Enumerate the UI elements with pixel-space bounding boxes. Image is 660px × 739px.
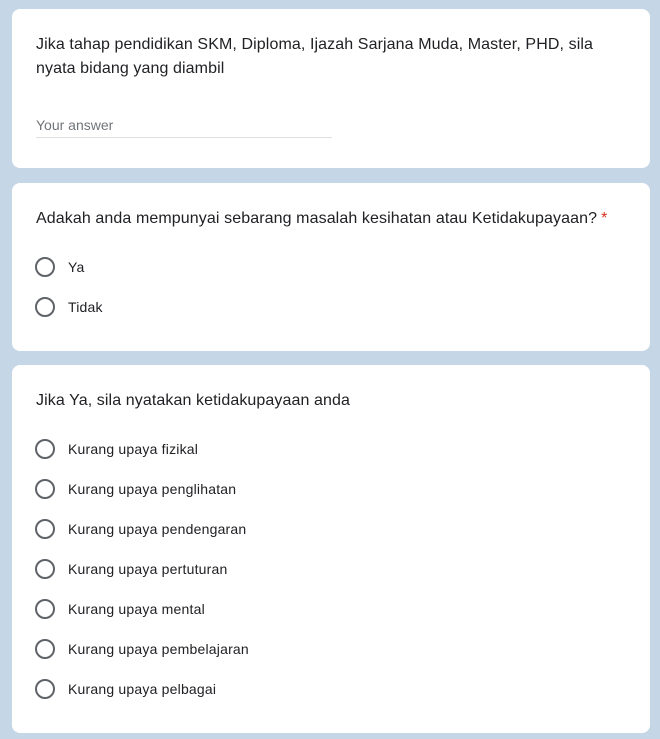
radio-button[interactable] [35, 679, 55, 699]
radio-option-tidak[interactable] [35, 295, 103, 319]
radio-option-label: Kurang upaya penglihatan [68, 481, 237, 497]
radio-option-label: Kurang upaya pendengaran [68, 521, 247, 537]
radio-button[interactable] [35, 479, 55, 499]
radio-option-label: Kurang upaya pertuturan [68, 561, 228, 577]
radio-button[interactable] [35, 439, 55, 459]
question-title: Jika Ya, sila nyatakan ketidakupayaan anda [36, 392, 351, 409]
question-card-disability-type [12, 365, 650, 733]
answer-input[interactable] [36, 113, 332, 138]
radio-option-pelbagai[interactable] [35, 677, 216, 701]
radio-option-label: Kurang upaya mental [68, 601, 205, 617]
radio-button[interactable] [35, 639, 55, 659]
question-title-text: Adakah anda mempunyai sebarang masalah kesihatan atau Ketidakupayaan? [36, 210, 598, 227]
radio-button[interactable] [35, 559, 55, 579]
radio-option-label: Kurang upaya pelbagai [68, 681, 217, 697]
radio-option-mental[interactable] [35, 597, 205, 621]
radio-option-label: Ya [68, 259, 85, 275]
question-card-field-of-study [12, 9, 650, 168]
required-asterisk: * [601, 210, 608, 227]
radio-button[interactable] [35, 599, 55, 619]
radio-option-penglihatan[interactable] [35, 477, 236, 501]
radio-button[interactable] [35, 297, 55, 317]
radio-option-fizikal[interactable] [35, 437, 198, 461]
radio-option-pertuturan[interactable] [35, 557, 228, 581]
radio-option-pembelajaran[interactable] [35, 637, 249, 661]
radio-button[interactable] [35, 519, 55, 539]
radio-button[interactable] [35, 257, 55, 277]
question-title: Jika tahap pendidikan SKM, Diploma, Ijazah Sarjana Muda, Master, PHD, sila nyata bidang yang diambil [36, 36, 594, 77]
question-card-health-issue [12, 183, 650, 351]
radio-option-label: Kurang upaya fizikal [68, 441, 199, 457]
radio-option-ya[interactable] [35, 255, 85, 279]
radio-option-label: Kurang upaya pembelajaran [68, 641, 249, 657]
radio-option-pendengaran[interactable] [35, 517, 246, 541]
question-title [36, 207, 630, 231]
radio-option-label: Tidak [68, 299, 103, 315]
